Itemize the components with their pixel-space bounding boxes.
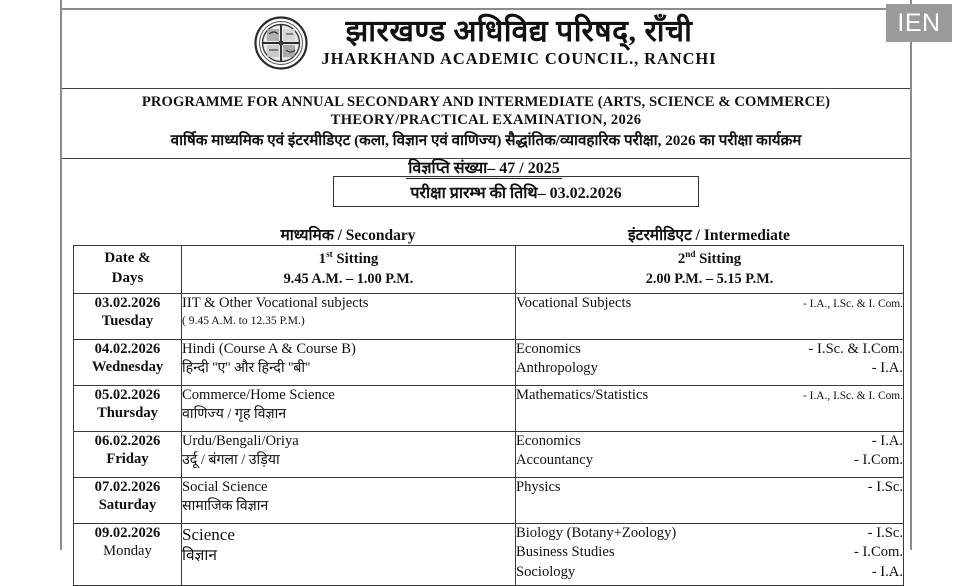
cell-secondary-subjects — [182, 385, 516, 431]
header-intermediate-time: 2.00 P.M. – 5.15 P.M. — [645, 270, 774, 287]
intermediate-subject-line — [516, 451, 903, 471]
schedule-table-head — [74, 246, 904, 294]
intermediate-subject-line — [516, 524, 903, 544]
cell-date — [74, 339, 182, 385]
table-row — [74, 523, 904, 585]
cell-intermediate-subjects — [516, 385, 904, 431]
intermediate-stream-code: - I.A., I.Sc. & I. Com. — [803, 297, 903, 310]
cell-date — [74, 523, 182, 585]
programme-title-block — [62, 88, 910, 159]
cell-secondary-subjects — [182, 477, 516, 523]
header-secondary-time: 9.45 A.M. – 1.00 P.M. — [283, 270, 414, 287]
intermediate-subject-name: Vocational Subjects — [516, 294, 632, 311]
secondary-subject-line: ( 9.45 A.M. to 12.35 P.M.) — [182, 313, 305, 327]
exam-date: 04.02.2026 — [94, 340, 161, 357]
secondary-subject-line: वाणिज्य / गृह विज्ञान — [182, 405, 287, 422]
cell-intermediate-subjects — [516, 477, 904, 523]
exam-day: Wednesday — [91, 359, 164, 376]
org-name-english: JHARKHAND ACADEMIC COUNCIL., RANCHI — [321, 49, 717, 69]
programme-title-line2: THEORY/PRACTICAL EXAMINATION, 2026 — [330, 112, 642, 129]
intermediate-subject-name: Accountancy — [516, 452, 593, 469]
cell-secondary-subjects — [182, 523, 516, 585]
intermediate-subject-name: Business Studies — [516, 544, 615, 561]
intermediate-subject-name: Anthropology — [516, 360, 598, 377]
caption-secondary-text: माध्यमिक / Secondary — [280, 227, 416, 244]
secondary-subject-line: Hindi (Course A & Course B) — [182, 340, 356, 357]
intermediate-stream-code: - I.A. — [871, 360, 903, 377]
schedule-table-body — [74, 293, 904, 585]
exam-day: Thursday — [97, 405, 158, 422]
header-intermediate-sitting-word: Sitting — [695, 251, 742, 268]
secondary-subject-line: सामाजिक विज्ञान — [182, 497, 269, 514]
caption-intermediate-text: इंटरमीडिएट / Intermediate — [628, 227, 790, 244]
exam-date: 07.02.2026 — [94, 478, 161, 495]
secondary-subject-line: विज्ञान — [182, 546, 217, 564]
header-secondary-sitting-sup: st — [326, 249, 333, 260]
jac-seal-icon — [254, 16, 308, 70]
page-top-rule — [60, 8, 912, 10]
ien-watermark: IEN — [886, 4, 952, 42]
notice-number-text: विज्ञप्ति संख्या– 47 / 2025 — [408, 160, 560, 177]
intermediate-subject-line — [516, 359, 903, 379]
intermediate-subject-line — [516, 340, 903, 360]
programme-title-hindi: वार्षिक माध्यमिक एवं इंटरमीडिएट (कला, विज्ञान एवं वाणिज्य) सैद्धांतिक/व्यावहारिक परीक्षा, 2026 का परीक्षा कार्यक्रम — [170, 132, 802, 150]
intermediate-stream-code: - I.Sc. & I.Com. — [808, 340, 903, 357]
table-row — [74, 293, 904, 339]
intermediate-subject-line — [516, 478, 903, 498]
secondary-subject-line: Social Science — [182, 478, 268, 495]
intermediate-stream-code: - I.A., I.Sc. & I. Com. — [803, 389, 903, 402]
intermediate-subject-line — [516, 432, 903, 452]
header-date-line2: Days — [111, 269, 144, 286]
header-date-line1: Date & — [104, 250, 151, 266]
exam-date: 06.02.2026 — [94, 432, 161, 449]
intermediate-stream-code: - I.Sc. — [867, 524, 903, 541]
secondary-subject-line: IIT & Other Vocational subjects — [182, 294, 369, 311]
cell-secondary-subjects — [182, 293, 516, 339]
intermediate-subject-line — [516, 543, 903, 563]
masthead — [62, 16, 908, 70]
header-secondary-sitting-num: 1 — [318, 251, 327, 268]
cell-date — [74, 293, 182, 339]
table-header-row — [74, 246, 904, 294]
cell-date — [74, 431, 182, 477]
intermediate-stream-code: - I.Sc. — [867, 478, 903, 495]
secondary-subject-line: उर्दू / बंगला / उड़िया — [182, 451, 280, 468]
cell-intermediate-subjects — [516, 293, 904, 339]
intermediate-stream-code: - I.A. — [871, 563, 903, 580]
header-intermediate-sitting-num: 2 — [677, 251, 686, 268]
table-row — [74, 431, 904, 477]
table-row — [74, 477, 904, 523]
table-row — [74, 385, 904, 431]
header-date-days — [74, 246, 182, 294]
programme-title-line1: PROGRAMME FOR ANNUAL SECONDARY AND INTERMEDIATE (ARTS, SCIENCE & COMMERCE) — [141, 94, 831, 110]
cell-date — [74, 477, 182, 523]
header-intermediate-sitting — [516, 246, 904, 294]
exam-date: 09.02.2026 — [94, 524, 161, 541]
cell-intermediate-subjects — [516, 339, 904, 385]
intermediate-subject-line — [516, 386, 903, 406]
intermediate-subject-line — [516, 563, 903, 583]
exam-day: Saturday — [98, 497, 157, 514]
org-name-hindi: झारखण्ड अधिविद्य परिषद्, राँची — [345, 15, 693, 49]
exam-schedule-table — [73, 245, 904, 586]
exam-day: Friday — [106, 451, 149, 468]
secondary-subject-line: हिन्दी ''ए'' और हिन्दी ''बी'' — [182, 359, 311, 376]
intermediate-subject-name: Economics — [516, 340, 581, 357]
notice-number — [0, 156, 968, 178]
exam-day: Monday — [103, 543, 152, 560]
secondary-subject-line: Urdu/Bengali/Oriya — [182, 432, 299, 449]
cell-intermediate-subjects — [516, 431, 904, 477]
intermediate-subject-name: Mathematics/Statistics — [516, 386, 649, 403]
page-left-rule — [60, 0, 62, 550]
caption-intermediate — [515, 223, 903, 245]
intermediate-subject-name: Sociology — [516, 563, 576, 580]
intermediate-stream-code: - I.Com. — [853, 544, 903, 561]
secondary-subject-line: Commerce/Home Science — [182, 386, 335, 403]
exam-date: 05.02.2026 — [94, 386, 161, 403]
secondary-subject-line: Science — [182, 524, 235, 544]
exam-date: 03.02.2026 — [94, 294, 161, 311]
caption-secondary — [181, 223, 515, 245]
stream-captions — [73, 223, 903, 245]
header-intermediate-sitting-sup: nd — [685, 249, 696, 260]
header-secondary-sitting — [182, 246, 516, 294]
cell-secondary-subjects — [182, 431, 516, 477]
table-row — [74, 339, 904, 385]
header-secondary-sitting-word: Sitting — [332, 251, 379, 268]
cell-intermediate-subjects — [516, 523, 904, 585]
intermediate-stream-code: - I.Com. — [853, 452, 903, 469]
intermediate-subject-name: Economics — [516, 432, 581, 449]
intermediate-subject-line — [516, 294, 903, 314]
exam-day: Tuesday — [101, 313, 154, 330]
cell-secondary-subjects — [182, 339, 516, 385]
page-right-rule — [910, 0, 912, 550]
exam-start-date-box: परीक्षा प्रारम्भ की तिथि– 03.02.2026 — [333, 176, 699, 207]
cell-date — [74, 385, 182, 431]
intermediate-subject-name: Biology (Botany+Zoology) — [516, 524, 677, 541]
intermediate-stream-code: - I.A. — [871, 432, 903, 449]
intermediate-subject-name: Physics — [516, 478, 561, 495]
